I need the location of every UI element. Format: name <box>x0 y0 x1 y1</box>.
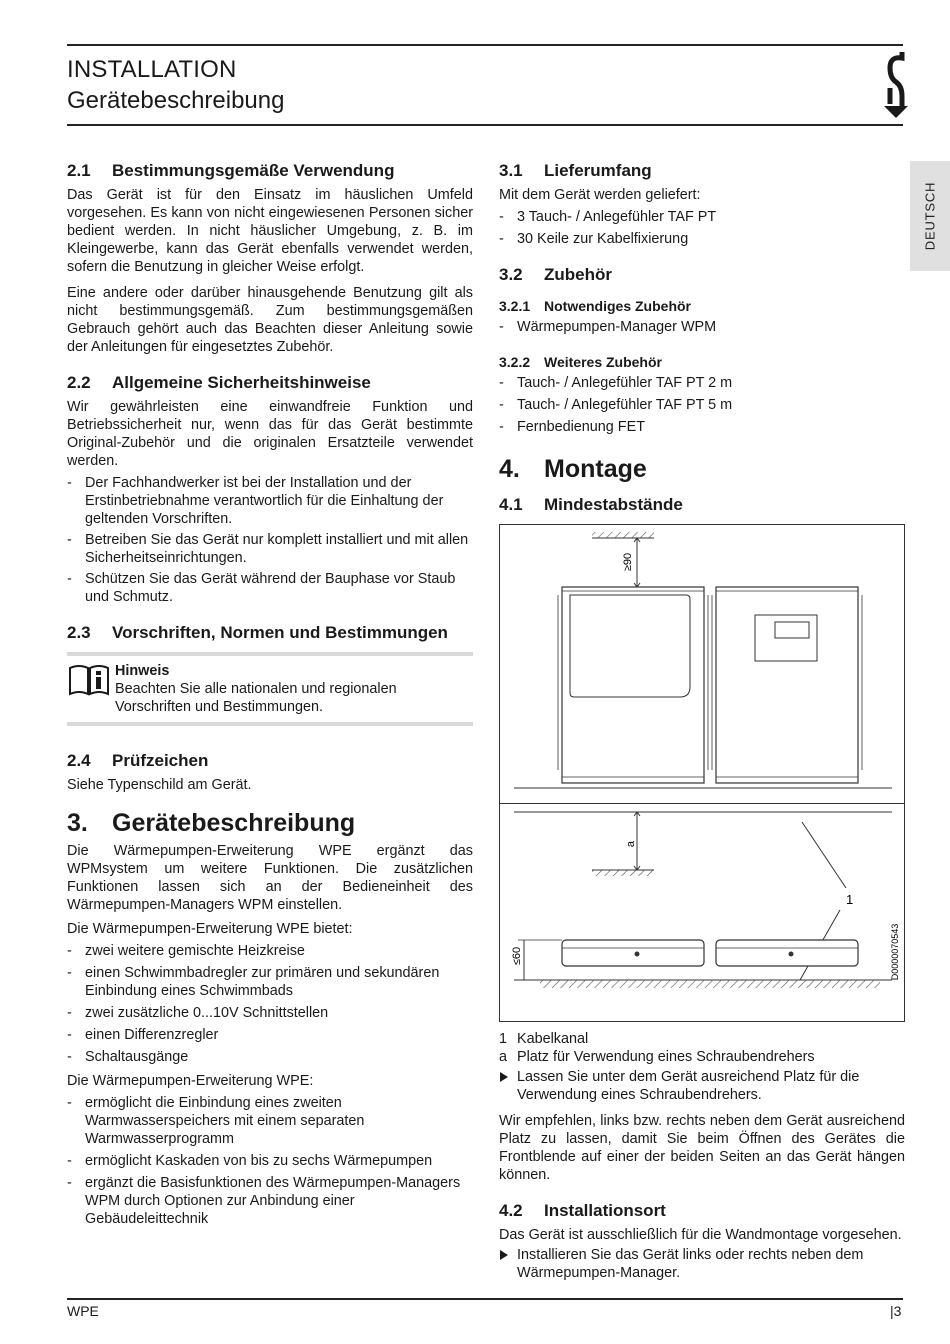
paragraph: Siehe Typenschild am Gerät. <box>67 777 252 793</box>
legend-item: 1 Kabelkanal <box>499 1031 589 1047</box>
instruction-list <box>499 1068 905 1104</box>
list-item: - Schützen Sie das Gerät während der Bauphase vor Staub und Schmutz. <box>67 570 473 606</box>
header-bottom-rule <box>67 124 903 126</box>
page-section-title: INSTALLATION <box>67 56 237 83</box>
heading-2-2: 2.2 Allgemeine Sicherheitshinweise <box>67 373 371 392</box>
clearance-figure <box>499 524 905 804</box>
heading-3: 3. Gerätebeschreibung <box>67 809 356 837</box>
optional-accessory-list <box>499 374 905 436</box>
list-item: - ergänzt die Basisfunktionen des Wärmepumpen-Managers WPM durch Optionen zur Anbindung einer Gebäudeleittechnik <box>67 1174 473 1228</box>
heading-2-4: 2.4 Prüfzeichen <box>67 751 209 770</box>
step-arrow-icon <box>500 1072 508 1082</box>
paragraph: Wir empfehlen, links bzw. rechts neben dem Gerät ausreichend Platz zu lassen, damit Sie beim Öffnen des Gerätes die Frontblende auf einer der beiden Seiten an das Gerät hängen können. <box>499 1113 905 1183</box>
paragraph: Das Gerät ist für den Einsatz im häuslichen Umfeld vorgesehen. Es kann von nicht eingewiesenen Personen sicher bedient werden. In nicht häuslicher Umgebung, z. B. im Kleingewerbe, kann das Gerät ebenfalls verwendet werden, sofern die Benutzung in gleicher Weise erfolgt. <box>67 187 473 275</box>
footer-rule <box>67 1298 903 1300</box>
cable-duct-right <box>716 940 858 966</box>
paragraph: Mit dem Gerät werden geliefert: <box>499 187 701 203</box>
list-item: - 30 Keile zur Kabelfixierung <box>499 230 905 248</box>
heading-4-2: 4.2 Installationsort <box>499 1201 666 1220</box>
list-item: - zwei weitere gemischte Heizkreise <box>67 942 473 960</box>
instruction-list <box>499 1246 905 1282</box>
header-top-rule <box>67 44 903 46</box>
callout-label: 1 <box>846 892 854 907</box>
step-arrow-icon <box>500 1250 508 1260</box>
safety-list <box>67 474 473 606</box>
list-item: - ermöglicht Kaskaden von bis zu sechs Wärmepumpen <box>67 1152 473 1170</box>
footer-product-name: WPE <box>67 1303 99 1319</box>
note-title: Hinweis <box>115 663 170 679</box>
delivery-list <box>499 208 905 248</box>
heading-3-1: 3.1 Lieferumfang <box>499 161 652 180</box>
instruction-step: Installieren Sie das Gerät links oder rechts neben dem Wärmepumpen-Manager. <box>499 1246 905 1282</box>
cable-duct-left <box>562 940 704 966</box>
drawing-id: D0000070543 <box>890 923 900 981</box>
list-item: - Tauch- / Anlegefühler TAF PT 5 m <box>499 396 905 414</box>
feature-list <box>67 942 473 1066</box>
list-item: - Schaltausgänge <box>67 1048 473 1066</box>
list-item: - einen Differenzregler <box>67 1026 473 1044</box>
dim-mid-label: a <box>625 840 637 848</box>
list-item: - Der Fachhandwerker ist bei der Installation und der Erstinbetriebnahme verantwortlich für die Einhaltung der geltenden Vorschriften. <box>67 474 473 528</box>
list-item: - zwei zusätzliche 0...10V Schnittstellen <box>67 1004 473 1022</box>
heading-2-3: 2.3 Vorschriften, Normen und Bestimmungen <box>67 623 448 642</box>
heading-4: 4. Montage <box>499 455 647 483</box>
clearance-drawing <box>500 525 906 805</box>
dim-top-label: ≥90 <box>622 552 634 572</box>
note-body <box>115 662 473 716</box>
clearance-figure-lower <box>499 802 905 1022</box>
heading-2-1: 2.1 Bestimmungsgemäße Verwendung <box>67 161 395 180</box>
heading-3-2-2: 3.2.2 Weiteres Zubehör <box>499 354 662 370</box>
paragraph: Die Wärmepumpen-Erweiterung WPE: <box>67 1073 314 1089</box>
language-tab[interactable] <box>910 161 950 271</box>
note-box <box>67 652 473 726</box>
dim-bottom-label: ≤60 <box>511 946 523 966</box>
instruction-step: Lassen Sie unter dem Gerät ausreichend Platz für die Verwendung eines Schraubendrehers. <box>499 1068 905 1104</box>
heading-3-2-1: 3.2.1 Notwendiges Zubehör <box>499 298 691 314</box>
heading-4-1: 4.1 Mindestabstände <box>499 495 683 514</box>
paragraph: Die Wärmepumpen-Erweiterung WPE ergänzt das WPMsystem um weitere Funktionen. Die zusätzlichen Funktionen lassen sich an der Bedieneinheit des Wärmepumpen-Managers WPM einstellen. <box>67 843 473 913</box>
paragraph: Wir gewährleisten eine einwandfreie Funktion und Betriebssicherheit nur, wenn das für das Gerät bestimmte Original-Zubehör und die originalen Ersatzteile verwendet werden. <box>67 399 473 469</box>
note-text: Beachten Sie alle nationalen und regionalen Vorschriften und Bestimmungen. <box>115 681 397 715</box>
list-item: - Fernbedienung FET <box>499 418 905 436</box>
heading-3-2: 3.2 Zubehör <box>499 265 612 284</box>
ceiling-hatch <box>592 532 654 538</box>
list-item: - einen Schwimmbadregler zur primären und sekundären Einbindung eines Schwimmbads <box>67 964 473 1000</box>
page-section-subtitle: Gerätebeschreibung <box>67 87 285 114</box>
paragraph: Eine andere oder darüber hinausgehende Benutzung gilt als nicht bestimmungsgemäß. Zum bestimmungsgemäßen Gebrauch gehört auch das Beachten dieser Anleitung sowie der Anleitungen für eingesetztes Zubehör. <box>67 285 473 355</box>
device-wpe <box>562 587 704 783</box>
legend-item: a Platz für Verwendung eines Schraubendrehers <box>499 1049 815 1065</box>
figure-legend <box>499 1030 905 1066</box>
brand-logo-icon <box>880 48 910 122</box>
list-item: - Tauch- / Anlegefühler TAF PT 2 m <box>499 374 905 392</box>
list-item: - ermöglicht die Einbindung eines zweiten Warmwasserspeichers mit einem separaten Warmwasserprogramm <box>67 1094 473 1148</box>
left-column <box>67 160 473 1228</box>
paragraph: Die Wärmepumpen-Erweiterung WPE bietet: <box>67 921 353 937</box>
manual-info-icon <box>67 662 115 716</box>
page-number: |3 <box>890 1303 902 1319</box>
language-tab-label: DEUTSCH <box>922 181 938 251</box>
list-item: - Betreiben Sie das Gerät nur komplett installiert und mit allen Sicherheitseinrichtungen. <box>67 531 473 567</box>
right-column <box>499 160 905 1282</box>
floor-hatch-small <box>592 870 654 876</box>
device-wpm <box>716 587 858 783</box>
list-item: - 3 Tauch- / Anlegefühler TAF PT <box>499 208 905 226</box>
feature-list-2 <box>67 1094 473 1228</box>
required-accessory-list <box>499 318 905 336</box>
list-item: - Wärmepumpen-Manager WPM <box>499 318 905 336</box>
paragraph: Das Gerät ist ausschließlich für die Wandmontage vorgesehen. <box>499 1227 902 1243</box>
floor-hatch <box>540 980 880 988</box>
clearance-drawing-lower <box>500 802 906 1022</box>
